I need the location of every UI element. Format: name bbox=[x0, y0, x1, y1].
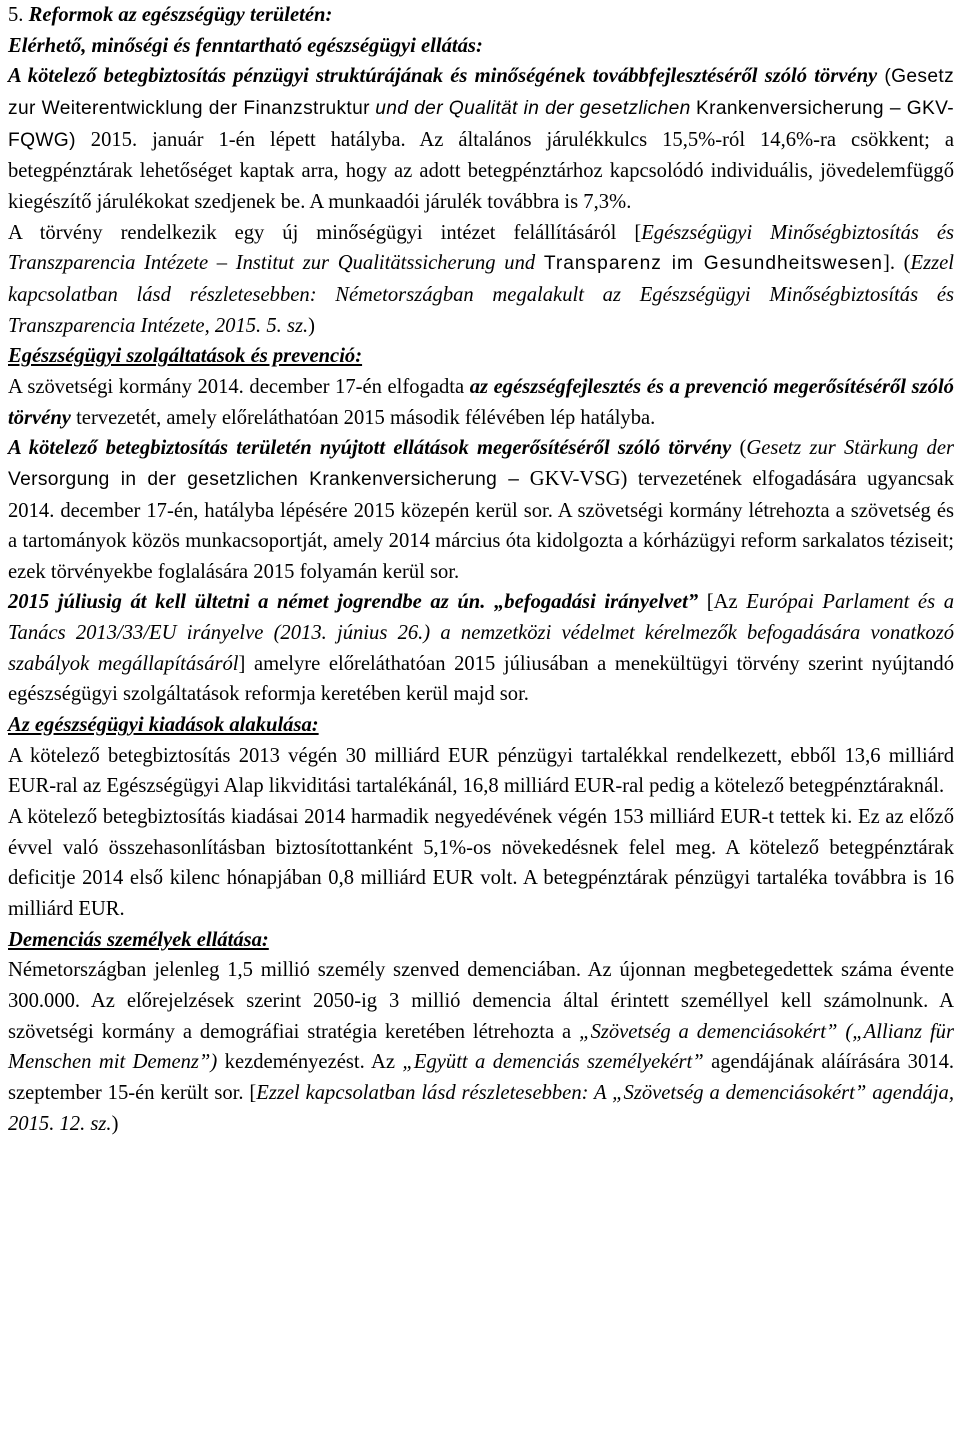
heading-dementia-care: Demenciás személyek ellátása: bbox=[8, 928, 269, 951]
heading-health-expenditure: Az egészségügyi kiadások alakulása: bbox=[8, 714, 319, 737]
german-law-name-part-3: Krankenversicherung – GKV- FQWG) bbox=[8, 97, 954, 151]
dementia-reference-note: Ezzel kapcsolatban lásd részletesebben: A „Szövetség a demenciásokért” agendája, 2015. 12. sz. bbox=[8, 1081, 955, 1135]
care-law-german-name-1: Gesetz zur Stärkung der bbox=[746, 437, 954, 460]
paragraph-financing-law bbox=[8, 61, 954, 217]
effective-date: január 1-én lépett hatályba. bbox=[152, 128, 406, 151]
eu-directive-subject: védelmet kérelmezők befogadására vonatkozó szabályok megállapításáról bbox=[8, 622, 955, 675]
institute-german-name: Transparenz im Gesundheitswesen bbox=[543, 253, 883, 275]
effective-year: 2015. bbox=[90, 128, 138, 151]
law-title: A kötelező betegbiztosítás pénzügyi struktúrájának és minőségének továbbfejlesztéséről szóló törvény bbox=[8, 65, 878, 88]
paragraph-care-law: A kötelező betegbiztosítás területén nyújtott ellátások megerősítéséről szóló törvény (Gesetz zur Stärkung der Versorgung in der gesetzlichen Krankenversicherung – GKV-VSG) tervezetének elfogadására ugyancsak 2014. december 17-én, hatályba lépésére 2015 közepén kerül sor. A szövetségi kormány létrehozta a szövetség és a tartományok közös munkacsoportját, amely 2014 március óta kidolgozta a kórházügyi reform sarkalatos téziseit; ezek törvényekbe foglalására 2015 folyamán kerül sor. bbox=[8, 437, 954, 583]
paragraph-quality-institute: A törvény rendelkezik egy új minőségügyi intézet felállításáról [Egészségügyi Minőségbiztosítás és Transzparencia Intézete – Institut zur Qualitätssicherung und Transparenz im Gesundheitswesen]. (Ezzel kapcsolatban lásd részletesebben: Németországban megalakult az Egészségügyi Minőségbiztosítás és Transzparencia Intézete, 2015. 5. sz.) bbox=[8, 221, 954, 337]
paragraph-prevention-law: A szövetségi kormány 2014. december 17-én elfogadta az egészségfejlesztés és a prevenció megerősítéséről szóló törvény tervezetét, amely előreláthatóan 2015 második félévében lép hatályba. bbox=[8, 375, 954, 429]
institute-name: Egészségügyi Minőségbiztosítás és Transzparencia Intézete – Institut zur Qualitätssicherung und bbox=[8, 221, 954, 275]
dementia-alliance-name: „Szövetség a demenciásokért” („Allianz für Menschen mit Demenz”) bbox=[8, 1020, 954, 1074]
paragraph-dementia: Németországban jelenleg 1,5 millió személy szenved demenciában. Az újonnan megbetegedettek száma évente 300.000. Az előrejelzések szerint 2050-ig 3 millió demencia által érintett személlyel kell számolnunk. A szövetségi kormány a demográfiai stratégia keretében létrehozta a „Szövetség a demenciásokért” („Allianz für Menschen mit Demenz”) kezdeményezést. Az „Együtt a demenciás személyekért” agendájának aláírására 3014. szeptember 15-én került sor. [Ezzel kapcsolatban lásd részletesebben: A „Szövetség a demenciásokért” agendája, 2015. 12. sz.) bbox=[8, 959, 955, 1135]
heading-services-prevention: Egészségügyi szolgáltatások és prevenció: bbox=[8, 345, 363, 368]
section-heading bbox=[8, 0, 954, 31]
section-number: 5. bbox=[8, 4, 24, 26]
german-law-name-part-1: (Gesetz zur Weiterentwicklung der Finanzstruktur bbox=[8, 66, 955, 119]
paragraph-expenditure: A kötelező betegbiztosítás kiadásai 2014 harmadik negyedévének végén 153 milliárd EUR-t tettek ki. Ez az előző évvel való összehasonlításban biztosítottanként 5,1%-os növekedésnek felel meg. A kötelező betegpénztárak deficitje 2014 első kilenc hónapjában 0,8 milliárd EUR volt. A betegpénztárak pénzügyi tartaléka továbbra is 16 milliárd EUR. bbox=[8, 806, 954, 921]
contribution-details: Az általános járulékkulcs 15,5%-ról 14,6%-ra csökkent; a betegpénztárak lehetőséget kaptak arra, hogy az adott betegpénztárhoz kapcsolódó individuális, jövedelemfüggő kiegészítő járulékokat szedjenek be. A munkaadói járulék továbbra is 7,3%. bbox=[8, 128, 954, 213]
section-subtitle: Elérhető, minőségi és fenntartható egészségügyi ellátás: bbox=[8, 34, 483, 57]
dementia-agenda-name: „Együtt a demenciás személyekért” bbox=[402, 1051, 704, 1074]
eu-directive-name: Európai Parlament és a Tanács 2013/33/EU irányelve (2013. június 26.) bbox=[8, 591, 954, 645]
paragraph-reception-directive: 2015 júliusig át kell ültetni a német jogrendbe az ún. „befogadási irányelvet” [Az Európai Parlament és a Tanács 2013/33/EU irányelve (2013. június 26.) a nemzetközi védelmet kérelmezők befogadására vonatkozó szabályok megállapításáról] amelyre előreláthatóan 2015 júliusában a menekültügyi törvény szerint nyújtandó egészségügyi szolgáltatások reformja keretében kerül majd sor. bbox=[8, 591, 955, 706]
care-law-title: A kötelező betegbiztosítás területén nyújtott ellátások megerősítéséről szóló törvény bbox=[8, 437, 732, 460]
paragraph-reserves: A kötelező betegbiztosítás 2013 végén 30 milliárd EUR pénzügyi tartalékkal rendelkezett, ebből 13,6 milliárd EUR-ral az Egészségügyi Alap likviditási tartalékánál, 16,8 milliárd EUR-ral pedig a kötelező betegpénztáraknál. bbox=[8, 744, 954, 798]
reception-directive-title: 2015 júliusig át kell ültetni a német jogrendbe az ún. „befogadási irányelvet” bbox=[8, 591, 699, 614]
reference-note: Ezzel kapcsolatban lásd részletesebben: Németországban megalakult az Egészségügyi Minőségbiztosítás és Transzparencia Intézete, 2015. 5. sz. bbox=[8, 252, 954, 337]
care-law-german-name-2: Versorgung in der gesetzlichen Krankenversicherung – bbox=[8, 468, 520, 490]
prevention-law-title: az egészségfejlesztés és a prevenció megerősítéséről szóló törvény bbox=[8, 375, 954, 429]
section-title: Reformok az egészségügy területén: bbox=[28, 4, 333, 26]
german-law-name-part-2: und der Qualität in der gesetzlichen bbox=[375, 97, 691, 119]
